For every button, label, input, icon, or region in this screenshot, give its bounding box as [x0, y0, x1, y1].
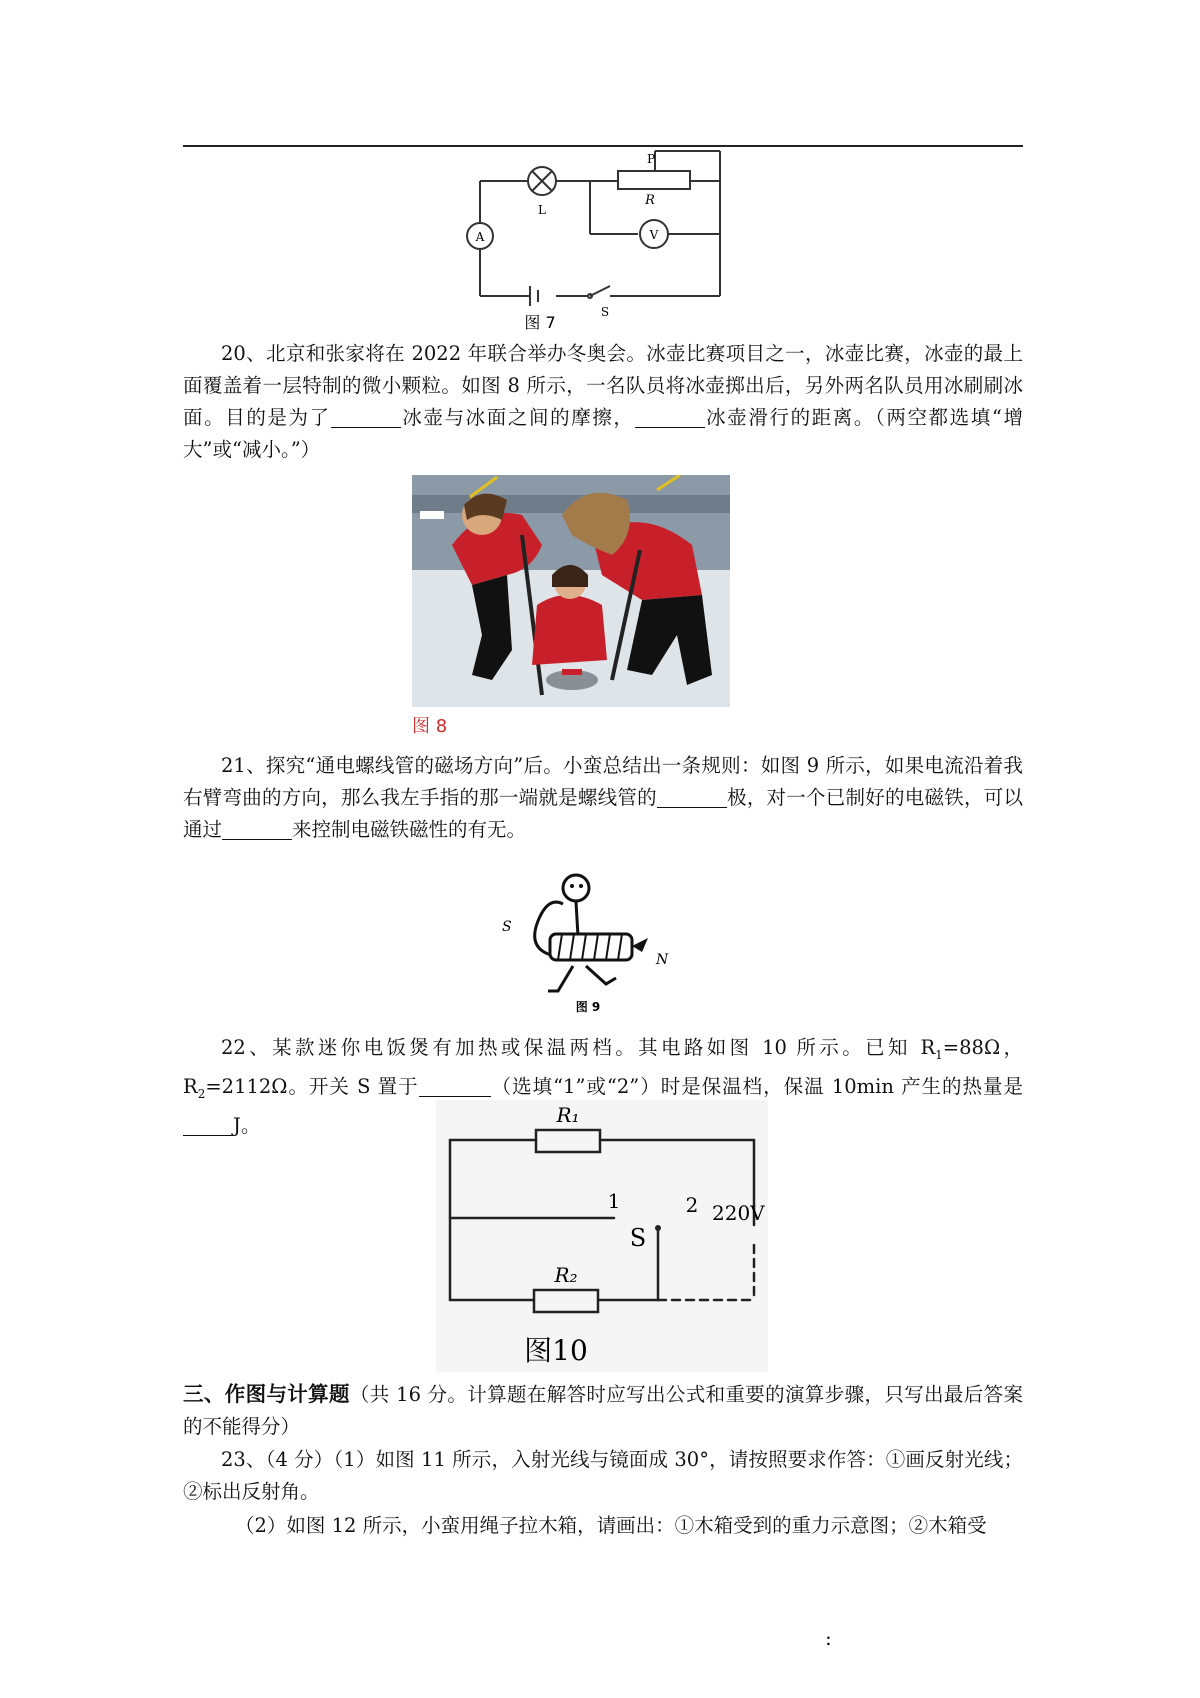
footer-mark: : — [825, 1626, 832, 1650]
figure-10-label-220v: 220V — [712, 1201, 765, 1225]
q20-blank-2[interactable] — [635, 405, 705, 428]
q21-blank-1[interactable] — [657, 785, 727, 808]
q21-text-a: 21、探究“通电螺线管的磁场方向”后。小蛮总结出一条规则：如图 9 所示，如果电流沿着我右臂弯曲的方向，那么我左手指的那一端就是螺线管的 — [183, 754, 1023, 809]
figure-7-circuit — [460, 146, 730, 336]
figure-9-label-s: S — [502, 919, 512, 935]
figure-10-label-r2: R₂ — [554, 1263, 578, 1287]
q22-text-e: J。 — [233, 1113, 261, 1137]
label-r: R — [645, 193, 655, 208]
q20-text-c: 冰壶滑行的距离。（两空都选填“增大”或“减小。”） — [183, 406, 1023, 461]
figure-10-circuit — [436, 1100, 768, 1372]
section-3-note: （共 16 分。计算题在解答时应写出公式和重要的演算步骤，只写出最后答案的不能得分） — [183, 1383, 1023, 1438]
question-20 — [183, 338, 1023, 466]
figure-10-label-s: S — [629, 1224, 647, 1252]
q22-text-d: （选填“1”或“2”）时是保温档，保温 10min 产生的热量是 — [490, 1074, 1024, 1098]
q21-blank-2[interactable] — [222, 817, 292, 840]
q22-r1-subscript: 1 — [935, 1047, 943, 1062]
q22-text-a: 22、某款迷你电饭煲有加热或保温两档。其电路如图 10 所示。已知 R — [221, 1036, 936, 1059]
figure-10-label-1: 1 — [607, 1189, 621, 1213]
figure-9-drawing — [488, 866, 678, 1016]
figure-7 — [460, 146, 730, 336]
question-23-part-2 — [183, 1510, 1023, 1542]
q22-text-c: =2112Ω。开关 S 置于 — [205, 1074, 419, 1098]
figure-10-label-r1: R₁ — [556, 1103, 580, 1127]
q20-text-a: 20、北京和张家将在 2022 年联合举办冬奥会。冰壶比赛项目之一，冰壶比赛，冰壶的最上面覆盖着一层特制的微小颗粒。如图 8 所示，一名队员将冰壶掷出后，另外两名队员用冰刷刷冰面。目的是为了 — [183, 342, 1023, 429]
question-21 — [183, 750, 1023, 846]
label-a: A — [475, 230, 485, 244]
q23-part1-text: 23、（4 分）（1）如图 11 所示，入射光线与镜面成 30°，请按照要求作答：①画反射光线；②标出反射角。 — [183, 1448, 1023, 1503]
curling-photo-illustration — [412, 475, 730, 707]
q22-text-b: =88Ω，R — [183, 1036, 1023, 1098]
question-23-part-1 — [183, 1444, 1023, 1508]
q21-text-c: 来控制电磁铁磁性的有无。 — [292, 818, 527, 841]
figure-7-caption: 图 7 — [524, 313, 556, 332]
figure-10 — [436, 1100, 768, 1372]
q22-blank-1[interactable] — [419, 1074, 491, 1097]
q21-text-b: 极，对一个已制好的电磁铁，可以通过 — [183, 786, 1023, 841]
label-p: P — [646, 152, 656, 166]
figure-8-caption: 图 8 — [412, 716, 448, 737]
q20-blank-1[interactable] — [331, 405, 401, 428]
label-l: L — [538, 203, 546, 217]
q20-text-b: 冰壶与冰面之间的摩擦， — [400, 406, 635, 429]
figure-9-caption: 图 9 — [575, 1000, 601, 1014]
figure-10-caption: 图10 — [524, 1334, 588, 1367]
section-3-heading — [183, 1378, 1023, 1443]
q23-part2-text: （2）如图 12 所示，小蛮用绳子拉木箱，请画出：①木箱受到的重力示意图；②木箱受 — [235, 1514, 987, 1537]
figure-8-photo — [412, 475, 730, 707]
q22-blank-2[interactable] — [183, 1113, 233, 1136]
figure-10-label-2: 2 — [685, 1193, 699, 1217]
figure-9 — [488, 866, 678, 1016]
figure-9-label-n: N — [656, 952, 669, 968]
label-v: V — [649, 228, 659, 242]
section-3-title: 三、作图与计算题 — [183, 1382, 350, 1406]
label-s: S — [600, 305, 610, 319]
q22-r2-subscript: 2 — [197, 1086, 206, 1101]
